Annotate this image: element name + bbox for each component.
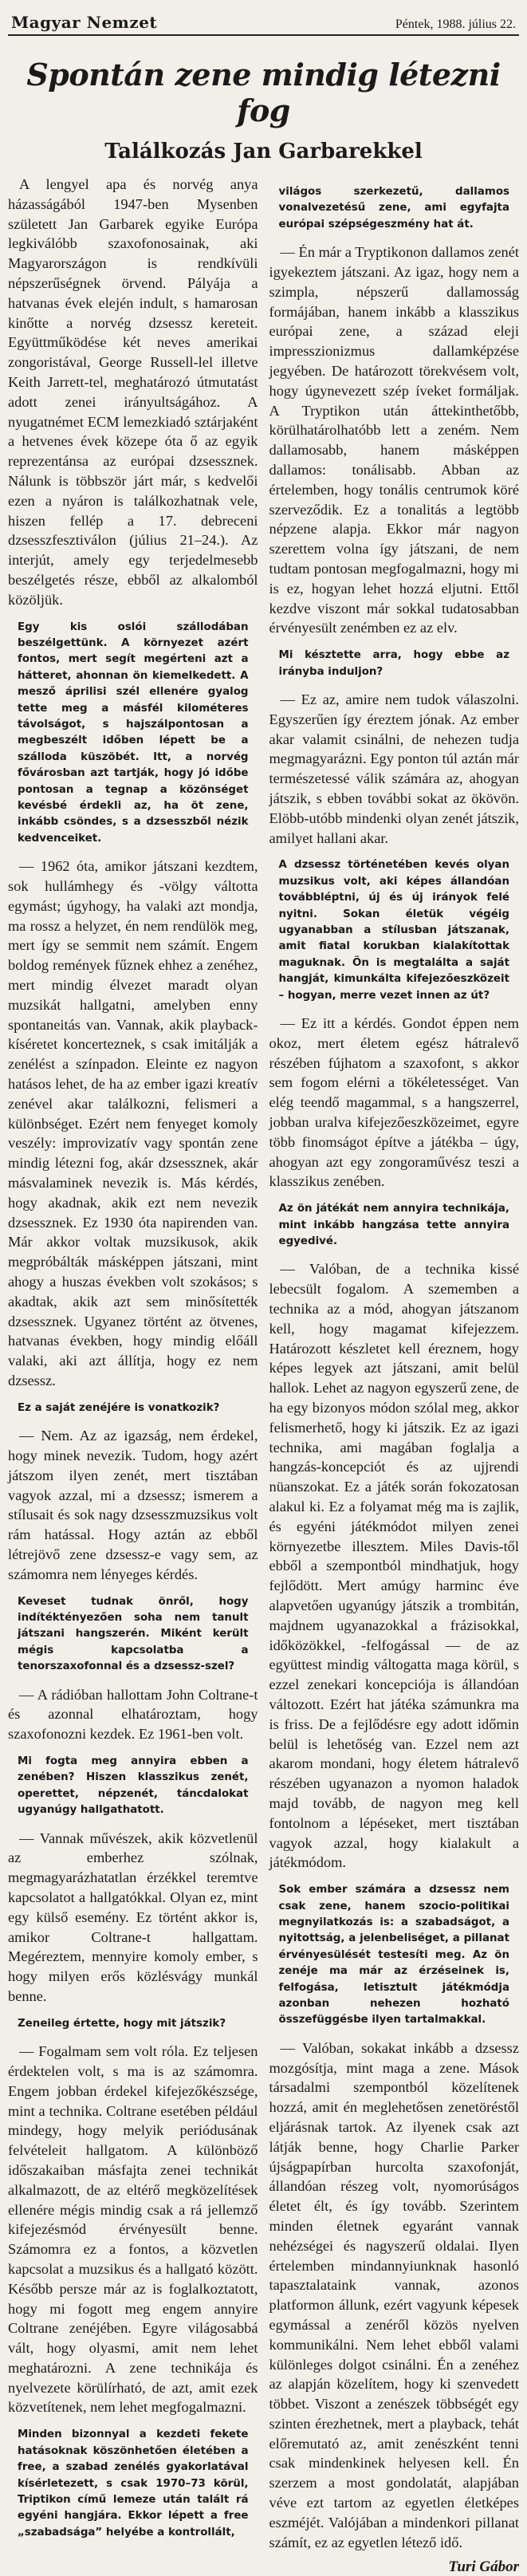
interview-question: világos szerkezetű, dallamos vonalvezetésű zene, ami egyfajta európai szépségeszmény hat át.	[278, 186, 509, 230]
interview-question: Mi késztette arra, hogy ebbe az irányba induljon?	[278, 649, 509, 678]
interview-question: Egy kis oslói szállodában beszélgettünk. A környezet azért fontos, mert segít megérteni azt a hátteret, ahonnan ön kiemelkedett. A mesző áprilisi szél ellenére gyalog tette meg a másfél kilométeres távolságot, s hajszálpontosan a megbeszélt időben lépett be a szálloda küszöbét. Itt, a norvég fővárosban azt tartják, hogy jó időbe pontosan a tegnap a közönséget kevésbé érdekli az, ha öt zene, inkább csöndes, s a dzsesszből nézik kedvenceiket.	[18, 620, 249, 845]
body-paragraph: — 1962 óta, amikor játszani kezdtem, sok hullámhegy és -völgy váltotta egymást; úgyhogy, ha valaki azt mondja, ma rossz a helyzet, én nem rendülök meg, mert így se semmit nem számít. Engem boldog remények fűznek ehhez a zenéhez, mert mindig élvezet maradt olyan muzsikát hallgatni, amelyben enny spontaneitás van. Vannak, akik playback-kíséretet koncerteznek, s csak imitálják a zenélést a színpadon. Eleinte ez nagyon hatásos lehet, de ha az ember igazi kreatív zenével akar találkozni, felismeri a különbséget. Ezért nem fenyeget komoly veszély: improvizatív vagy spontán zene mindig létezni fog, akár dzsessznek, akár másvalaminek nevezik is. Más kérdés, hogy akadnak, akik ezt nem nevezik dzsessznek. Ez 1930 óta napirenden van. Már akkor voltak muzsikusok, akik megpróbálták másképpen játszani, mint ahogy a huszas években volt szokásos; s akadtak, akik azt sem minősítették dzsessznek. Ugyanez történt az ötvenes, hatvanas években, hogy mindig előáll valaki, aki azt állítja, hogy ez nem dzsessz.	[8, 858, 258, 1388]
body-paragraph: — Valóban, sokakat inkább a dzsessz mozgósítja, mint maga a zene. Mások társadalmi szempontból közelítenek hozzá, amit én meglehetősen zenetöréstől eljárásnak tartok. Az ilyenek csak azt látják benne, hogy Charlie Parker újságpapírban hurcolta szaxofonját, állandóan részeg volt, nyomorúságos életet élt, és így tovább. Szerintem minden életnek egyaránt vannak nehézségei és nagyszerű oldalai. Ilyen értelemben mindannyiunknak hasonló tapasztalataink vannak, azonos platformon állunk, ezért vagyunk képesek egymással a zenéről közös nyelven kommunikálni. Nem lehet ebből valami különleges dolgot csinálni. Én a zenéhez az alapján közelítem, hogy ki szenvedett többet. Viszont a zenészek többségét egy szinten érezhetnek, mert a playback, tehát előremutató az, amit zenészként tenni csak mindenkinek helyesen kell. Én szerzem a most gondolatát, alapjában véve ezt tartom az egyetlen életképes eszméjét. Valójában a mindenkori pillanat számít, ez az egyetlen létező idő.	[269, 2039, 519, 2550]
newspaper-name: Magyar Nemzet	[11, 13, 158, 32]
interview-question: Keveset tudnak önről, hogy indítéktényezően soha nem tanult játszani hangszerén. Miként került mégis kapcsolatba a tenorszaxofonnal és a dzsessz-szel?	[18, 1595, 249, 1673]
body-paragraph: — Ez itt a kérdés. Gondot éppen nem okoz, mert életem egész hátralevő részében fújhatom a szaxofont, s akkor sem fogom elérni a tökéletességet. Van elég teendő magammal, s a hangszerrel, jobban uralva kifejezőeszközeimet, egyre több finomságot építve a játékba – úgy, ahogyan azt egy zongoraművész teszi a klasszikus zenében.	[269, 1015, 519, 1190]
body-paragraph: — A rádióban hallottam John Coltrane-t és azonnal elhatároztam, hogy szaxofonozni kezdek. Ez 1961-ben volt.	[8, 1686, 258, 1743]
interview-question: Mi fogta meg annyira ebben a zenében? Hiszen klasszikus zenét, operettet, népzenét, táncdalokat ugyanúgy hallgathatott.	[18, 1755, 249, 1817]
interview-question: Sok ember számára a dzsessz nem csak zene, hanem szocio-politikai megnyilatkozás is: a szabadságot, a nyitottság, a jelenbeliséget, a pillanat érvényesülését testesíti meg. Az ön zenéje ma már az érzéseinek is, felfogása, letisztult játékmódja azonban nehezen hozható összefüggésbe ilyen tartalmakkal.	[278, 1884, 509, 2027]
interview-question: Ez a saját zenéjére is vonatkozik?	[18, 1401, 220, 1414]
body-paragraph: — Vannak művészek, akik közvetlenül az emberhez szólnak, megmagyarázhatatlan érzékkel teremtve kapcsolatot a hallgatókkal. Olyan ez, mint egy külső esemény. Ez történt akkor is, amikor Coltrane-t hallgattam. Megéreztem, mennyire komoly ember, s hogy milyen erős közlésvágy munkál benne.	[8, 1830, 258, 2004]
article-title: Spontán zene mindig létezni fog	[26, 57, 501, 128]
author-signature: Turi Gábor	[448, 2558, 519, 2576]
interview-question: Zeneileg értette, hogy mit játszik?	[18, 2017, 226, 2030]
body-paragraph: A lengyel apa és norvég anya házasságából 1947-ben Mysenben született Jan Garbarek egyike Európa legkiválóbb szaxofonosainak, aki Magyarországon is rendkívüli népszerűségnek örvend. Pályája a hatvanas évek elején indult, s hamarosan kinőtte a norvég dzsessz kereteit. Együttműködése két neves amerikai zongoristával, George Russell-lel illetve Keith Jarrett-tel, meghatározó útmutatást adott zenei irányultságához. A nyugatnémet ECM lemezkiadó sztárjaként a hetvenes évek közepe óta ő az egyik reprezentánsa az európai dzsessznek. Nálunk is többször járt már, s kedvelői ezen a nyáron is találkozhatnak vele, hiszen fellép a 17. debreceni dzsesszfesztiválon (július 21–24.). Az interjút, amely egy terjedelmesebb beszélgetés része, ebből az alkalomból közöljük.	[8, 176, 258, 608]
right-column-text	[269, 184, 520, 2552]
body-paragraph: — Nem. Az az igazság, nem érdekel, hogy minek nevezik. Tudom, hogy azért játszom ilyen zenét, mert tisztában vagyok azzal, mi a dzsessz; ismerem a stílusait és sok nagy dzsesszmuzsikus volt rám hatással. Hogy aztán az ebből létrejövő zene dzsessz-e vagy sem, az számomra nem lényeges kérdés.	[8, 1428, 258, 1582]
right-column	[269, 175, 520, 2576]
interview-question: A dzsessz történetében kevés olyan muzsikus volt, aki képes állandóan továbbléptni, új és új irányok felé nyitni. Sokan életük végéig ugyanabban a stílusban játszanak, amit fiatal korukban kialakítottak maguknak. Ön is megtalálta a saját hangját, kimunkálta kifejezőeszközeit – hogyan, merre vezet innen az út?	[278, 859, 509, 1002]
masthead	[8, 0, 519, 36]
article-subtitle: Találkozás Jan Garbarekkel	[104, 140, 423, 163]
issue-date: Péntek, 1988. július 22.	[395, 18, 516, 31]
body-paragraph: — Ez az, amire nem tudok válaszolni. Egyszerűen így éreztem jónak. Az ember akar valamit csinálni, de nehezen tudja megmagyarázni. Egy ponton túl aztán már természetessé válik számára az, ahogyan játszik, s ebben további sokat az ökövön. Elöbb-utóbb mindenki olyan zenét játszik, amilyet hallani akar.	[269, 691, 519, 846]
body-paragraph: — Valóban, de a technika kissé lebecsült fogalom. A szememben a technika az a mód, ahogyan játszanom kell, hogy magamat kifejezzem. Határozott készletet kell éreznem, hogy képes legyek azt játszani, amit belül hallok. Lehet az nagyon egyszerű zene, de ha egy bizonyos módon szólal meg, akkor felismerhető, hogy ki játszik. Ez az igazi technika, ami magában foglalja a hangzás-koncepciót és az ujjrendi nüanszokat. Ez a játék során fokozatosan alakul ki. Ez a folyamat még ma is zajlik, és egyéni játékmódot milyen zenei környezetbe illesztem. Miles Davis-től ebből a szempontból mindhatjuk, hogy fejlődött. Mert amúgy harminc éve alapvetően ugyanúgy játszik a trombitán, majdnem ugyanazokkal a frázisokkal, időközökkel, -felfogással — de az együttest mindig váltogatta maga körül, s ezzel zenekari koncepciója is állandóan változott. Ezért hat játéka számunkra ma is friss. De a fejlődésre egy adott időmin belül is lehetőség van. Ezzel nem azt akarom mondani, hogy életem hátralevő részében ugyanazon a nyomon haladok majd tovább, de nagyon meg kell fontolnom a lépéseket, mert tisztában vagyok azzal, hogy kialakult a játékmódom.	[269, 1261, 519, 1871]
body-paragraph: — Fogalmam sem volt róla. Ez teljesen érdektelen volt, s ma is az számomra. Engem jobban érdekel kifejezőkészsége, mint a technika. Coltrane esetében például mindegy, hogy melyik periódusának felvételeit hallgatom. A különböző időszakaiban másfajta zenei technikát alkalmazott, de az eltérő megközelítések ellenére mégis mindig csak a rá jellemző kifejezésmód érvényesült benne. Számomra ez a fontos, a közvetlen kapcsolat a muzsikus és a hallgató között. Később persze már az is foglalkoztatott, hogy mi fogott meg engem annyire Coltrane zenéjében. Egyre világosabbá vált, hogy olyasmi, amit nem lehet meghatározni. A zene technikája és nyelvezete körülírható, de azt, amit ezek közvetítenek, nem lehet megfogalmazni.	[8, 2043, 258, 2416]
left-column	[8, 175, 258, 2576]
body-paragraph: — Én már a Tryptikonon dallamos zenét igyekeztem játszani. Az igaz, hogy nem a szimpla, népszerű dallamosság formájában, hanem inkább a klasszikus európai zene, a század eleji impresszionizmus dallamképzése jegyében. De határozott törekvésem volt, hogy úgynevezett szép íveket formáljak. A Tryptikon után áttekinthetőbb, körülhatárolhatóbb lett a zeném. Nem dallamosabb, hanem másképpen dallamos: tonálisabb. Abban az értelemben, hogy tonális centrumok köré szerveződik. Ez a tonalitás a legtöbb népzene alapja. Ekkor már nagyon szerettem volna így játszani, de nem tudtam pontosan megfogalmazni, hogy mi is ez, hogyan lehet hozzá eljutni. Ettől kezdve viszont már sokkal tudatosabban érvényesült zenémben ez az elv.	[269, 244, 519, 636]
interview-question: Minden bizonnyal a kezdeti fekete hatásoknak köszönhetően életében a free, a szabad zenélés gyakorlatával kísérletezett, s csak 1970–73 körül, Triptikon című lemeze után talált rá egyéni hangjára. Ekkor lépett a free „szabadsága” helyébe a kontrollált,	[18, 2428, 249, 2539]
article-body	[8, 175, 519, 2576]
interview-question: Az ön játékát nem annyira technikája, mint inkább hangzása tette annyira egyedivé.	[278, 1203, 509, 1247]
